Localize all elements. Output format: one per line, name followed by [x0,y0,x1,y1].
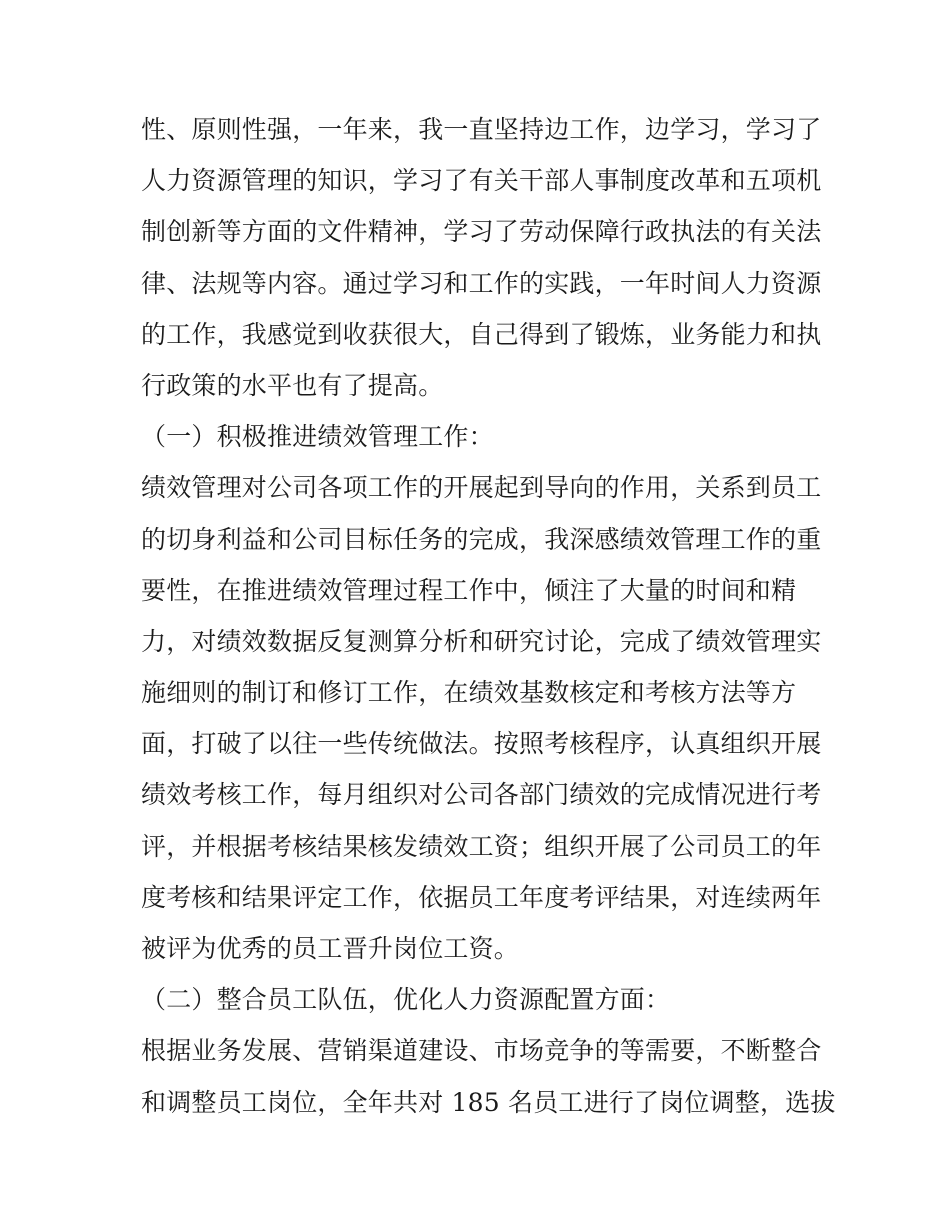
text-line: 的工作，我感觉到收获很大，自己得到了锻炼，业务能力和执 [141,319,822,349]
text-line: 绩效考核工作，每月组织对公司各部门绩效的完成情况进行考 [141,780,822,810]
text-line: 根据业务发展、营销渠道建设、市场竞争的等需要，不断整合 [141,1036,822,1066]
text-line: 性、原则性强，一年来，我一直坚持边工作，边学习，学习了 [141,115,822,144]
text-line: 被评为优秀的员工晋升岗位工资。 [141,934,520,963]
section-heading-1: （一）积极推进绩效管理工作： [141,422,494,452]
text-line: 和调整员工岗位，全年共对 185 名员工进行了岗位调整，选拔 [141,1087,836,1117]
body-text [141,104,836,1128]
text-line: 施细则的制订和修订工作，在绩效基数核定和考核方法等方 [141,678,797,708]
text-line: 度考核和结果评定工作，依据员工年度考评结果，对连续两年 [141,882,822,912]
text-line: 制创新等方面的文件精神，学习了劳动保障行政执法的有关法 [141,217,822,247]
text-line: 行政策的水平也有了提高。 [141,370,444,400]
text-line: 要性，在推进绩效管理过程工作中，倾注了大量的时间和精 [141,575,797,605]
text-line: 人力资源管理的知识，学习了有关干部人事制度改革和五项机 [141,166,822,196]
section-heading-2: （二）整合员工队伍，优化人力资源配置方面： [141,985,671,1015]
text-line: 力，对绩效数据反复测算分析和研究讨论，完成了绩效管理实 [141,626,822,656]
text-line: 面，打破了以往一些传统做法。按照考核程序，认真组织开展 [141,729,822,759]
text-line: 绩效管理对公司各项工作的开展起到导向的作用，关系到员工 [141,473,822,503]
text-line: 的切身利益和公司目标任务的完成，我深感绩效管理工作的重 [141,524,822,554]
text-line: 律、法规等内容。通过学习和工作的实践，一年时间人力资源 [141,268,822,298]
text-line: 评，并根据考核结果核发绩效工资；组织开展了公司员工的年 [141,831,822,861]
